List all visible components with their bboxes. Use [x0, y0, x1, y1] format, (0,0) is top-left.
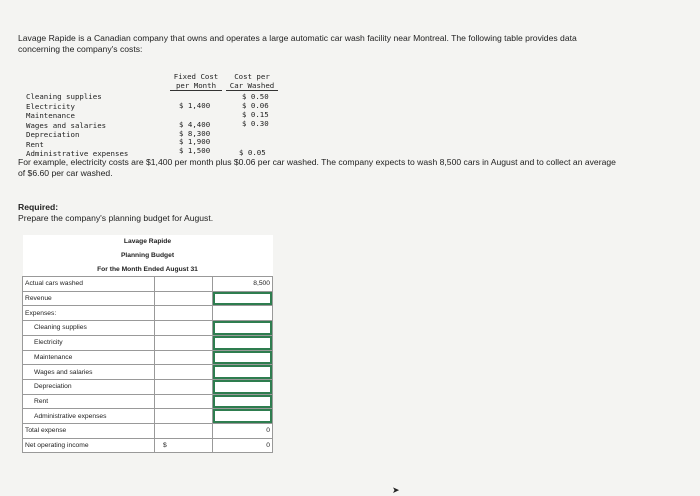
budget-row-actual-cars	[23, 277, 273, 292]
cost-row-label: Electricity	[26, 101, 75, 111]
rent-input[interactable]	[213, 394, 273, 409]
budget-row-rent	[23, 394, 273, 409]
expenses-dollar-cell	[155, 306, 213, 321]
budget-row-net-income	[23, 438, 273, 453]
planning-budget-table	[22, 235, 273, 453]
revenue-dollar-cell	[155, 291, 213, 306]
actual-cars-dollar-cell	[155, 277, 213, 292]
budget-title-company: Lavage Rapide	[23, 235, 273, 249]
cost-row-label: Administrative expenses	[26, 149, 129, 158]
cleaning-dollar-cell	[155, 321, 213, 336]
required-label: Required:	[18, 202, 59, 212]
required-section	[18, 202, 213, 224]
budget-row-revenue	[23, 291, 273, 306]
cost-per-car-header	[226, 72, 278, 91]
cost-row-per-car: $ 0.30	[242, 118, 269, 128]
example-paragraph: For example, electricity costs are $1,400 per month plus $0.06 per car washed. The company expects to wash 8,500 cars in August and to collect an average of $6.60 per car washed.	[18, 157, 616, 178]
cost-row-fixed: $ 8,300	[179, 128, 211, 138]
wages-dollar-cell	[155, 365, 213, 380]
expense-item-label: Administrative expenses	[23, 409, 155, 424]
cost-row-label: Depreciation	[26, 130, 80, 139]
admin-dollar-cell	[155, 409, 213, 424]
revenue-label: Revenue	[23, 291, 155, 306]
cost-row-label: Wages and salaries	[26, 120, 107, 130]
budget-row-expenses-header	[23, 306, 273, 321]
budget-title-period: For the Month Ended August 31	[23, 262, 273, 276]
budget-title-name: Planning Budget	[23, 249, 273, 263]
cost-per-car-header-line1: Cost per	[234, 72, 270, 81]
electricity-input[interactable]	[213, 335, 273, 350]
fixed-cost-header-line2: per Month	[170, 81, 222, 91]
required-text: Prepare the company's planning budget for August.	[18, 213, 214, 223]
depreciation-input[interactable]	[213, 379, 273, 394]
fixed-cost-header-line1: Fixed Cost	[173, 72, 219, 81]
expense-item-label: Electricity	[23, 335, 155, 350]
cost-row-label: Cleaning supplies	[26, 92, 102, 101]
cost-row-fixed: $ 1,900	[179, 137, 211, 146]
budget-row-admin	[23, 409, 273, 424]
budget-row-maintenance	[23, 350, 273, 365]
electricity-dollar-cell	[155, 335, 213, 350]
administrative-input[interactable]	[213, 409, 273, 424]
revenue-input[interactable]	[213, 291, 273, 306]
cost-per-car-header-line2: Car Washed	[226, 81, 278, 91]
actual-cars-value: 8,500	[213, 277, 273, 292]
cost-row-label: Rent	[26, 139, 44, 149]
expense-item-label: Wages and salaries	[23, 365, 155, 380]
expense-item-label: Rent	[23, 394, 155, 409]
budget-row-cleaning	[23, 321, 273, 336]
total-expense-value: 0	[213, 423, 273, 438]
expenses-value-cell	[213, 306, 273, 321]
maintenance-input[interactable]	[213, 350, 273, 365]
cost-row-fixed: $ 1,400	[179, 101, 211, 110]
mouse-cursor-icon: ➤	[392, 485, 400, 495]
cost-row-per-car: $ 0.06	[242, 101, 269, 110]
actual-cars-label: Actual cars washed	[23, 277, 155, 292]
budget-row-wages	[23, 365, 273, 380]
budget-row-total-expense	[23, 423, 273, 438]
cost-row-per-car: $ 0.05	[239, 148, 266, 157]
cost-row-fixed: $ 1,500	[179, 145, 211, 155]
intro-paragraph: Lavage Rapide is a Canadian company that owns and operates a large automatic car wash facility near Montreal. The following table provides data concerning the company's costs:	[18, 33, 577, 54]
cost-row-per-car: $ 0.50	[242, 92, 269, 101]
cleaning-supplies-input[interactable]	[213, 321, 273, 336]
cost-row-label: Maintenance	[26, 111, 75, 120]
maintenance-dollar-cell	[155, 350, 213, 365]
total-expense-dollar-cell	[155, 423, 213, 438]
net-income-value: 0	[213, 438, 273, 453]
budget-row-depreciation	[23, 379, 273, 394]
total-expense-label: Total expense	[23, 423, 155, 438]
expense-item-label: Maintenance	[23, 350, 155, 365]
expense-item-label: Cleaning supplies	[23, 321, 155, 336]
depreciation-dollar-cell	[155, 379, 213, 394]
cost-row-fixed: $ 4,400	[179, 120, 211, 129]
fixed-cost-header	[170, 72, 222, 91]
expenses-label: Expenses:	[23, 306, 155, 321]
net-income-dollar: $	[155, 438, 213, 453]
budget-row-electricity	[23, 335, 273, 350]
cost-row-per-car: $ 0.15	[242, 110, 269, 119]
net-income-label: Net operating income	[23, 438, 155, 453]
rent-dollar-cell	[155, 394, 213, 409]
expense-item-label: Depreciation	[23, 379, 155, 394]
wages-input[interactable]	[213, 365, 273, 380]
